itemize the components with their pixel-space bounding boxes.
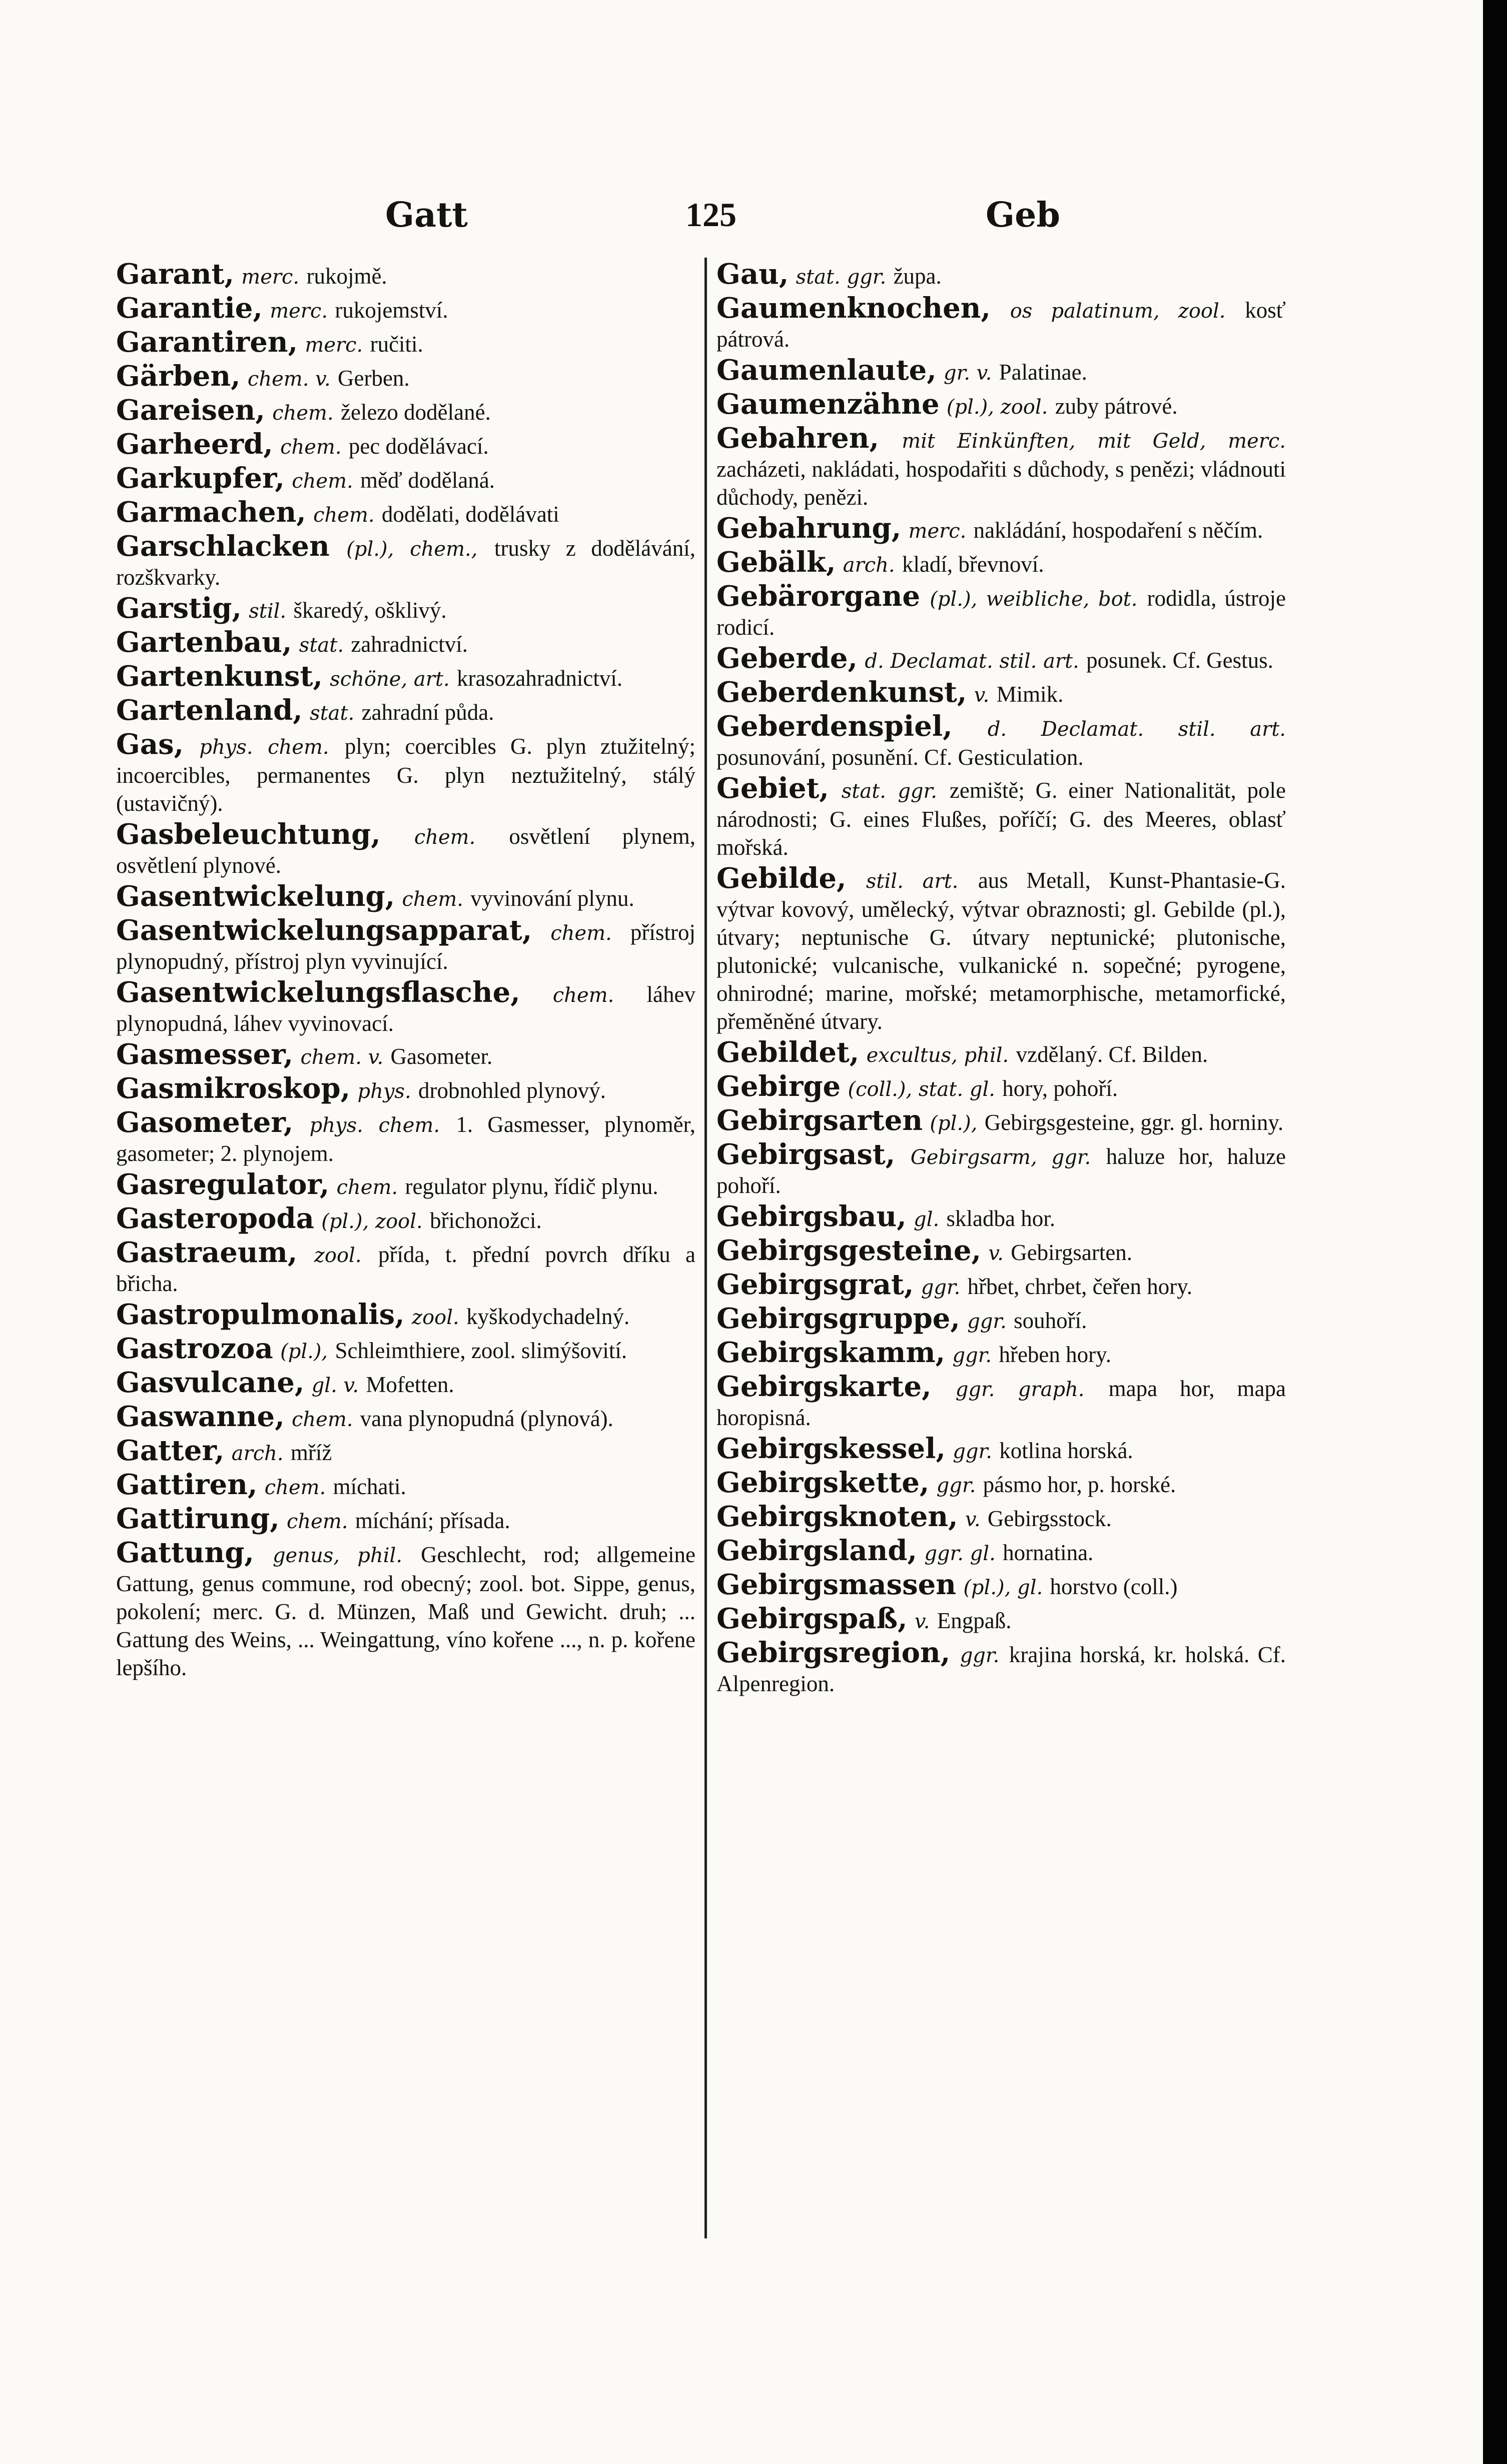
entry-grammar-note: os palatinum, zool. — [1010, 300, 1226, 323]
entry-definition: Engpaß. — [937, 1608, 1012, 1633]
entry-definition: mříž — [290, 1440, 332, 1465]
dictionary-entry — [116, 1366, 695, 1400]
dark-page-edge — [1483, 0, 1507, 2464]
entry-definition: mapa hor, mapa horopisná. — [716, 1376, 1286, 1430]
entry-definition: plyn; coercibles G. plyn ztužitelný; incoercibles, permanentes G. plyn neztužitelný, stálý (ustavičný). — [116, 734, 695, 816]
entry-grammar-note: ggr. — [953, 1440, 992, 1463]
dictionary-entry — [716, 864, 1286, 1035]
entry-headword: Gebiet, — [716, 772, 829, 805]
entry-grammar-note: zool. — [314, 1244, 362, 1267]
dictionary-entry — [716, 1106, 1286, 1137]
right-column — [716, 260, 1286, 2261]
entry-grammar-note: (pl.), zool. — [946, 396, 1048, 419]
entry-definition: škaredý, ošklivý. — [293, 598, 447, 623]
entry-definition: skladba hor. — [946, 1206, 1055, 1231]
dictionary-entry — [716, 582, 1286, 641]
dictionary-entry — [716, 390, 1286, 421]
entry-definition: vana plynopudná (plynová). — [360, 1406, 613, 1431]
dictionary-entry — [116, 328, 695, 359]
entry-grammar-note: ggr. gl. — [924, 1542, 996, 1565]
entry-definition: rukojmě. — [306, 264, 387, 289]
entry-definition: nakládání, hospodaření s něčím. — [973, 518, 1263, 543]
entry-grammar-note: arch. — [843, 554, 895, 577]
entry-grammar-note: ggr. — [967, 1310, 1007, 1333]
entry-headword: Gebirgsregion, — [716, 1636, 951, 1669]
entry-grammar-note: chem. — [264, 1476, 326, 1499]
entry-definition: měď dodělaná. — [360, 468, 495, 493]
entry-grammar-note: Gebirgsarm, ggr. — [910, 1146, 1091, 1169]
dictionary-entry — [116, 396, 695, 427]
dictionary-entry — [116, 498, 695, 529]
dictionary-entry — [716, 424, 1286, 511]
entry-grammar-note: chem. — [272, 402, 334, 425]
entry-grammar-note: (pl.), chem., — [346, 538, 478, 561]
entry-definition: posunování, posunění. Cf. Gesticulation. — [716, 745, 1084, 770]
dictionary-entry — [116, 362, 695, 393]
entry-grammar-note: ggr. — [921, 1276, 961, 1299]
entry-headword: Gasmikroskop, — [116, 1072, 351, 1105]
entry-definition: ručiti. — [370, 332, 423, 357]
entry-headword: Gasentwickelungsflasche, — [116, 976, 520, 1009]
entry-definition: krasozahradnictví. — [456, 666, 623, 691]
dictionary-entry — [116, 430, 695, 461]
entry-grammar-note: (pl.), — [930, 1112, 978, 1135]
entry-definition: železo dodělané. — [341, 400, 491, 425]
entry-definition: kladí, břevnoví. — [902, 552, 1044, 577]
entry-headword: Gasbeleuchtung, — [116, 818, 381, 851]
entry-headword: Geberde, — [716, 642, 858, 675]
entry-headword: Geberdenspiel, — [716, 710, 953, 743]
entry-headword: Gärben, — [116, 360, 241, 393]
entry-headword: Gebirgsland, — [716, 1534, 917, 1567]
entry-definition: hřbet, chrbet, čeřen hory. — [967, 1274, 1193, 1299]
entry-definition: hory, pohoří. — [1002, 1076, 1118, 1101]
dictionary-entry — [716, 1072, 1286, 1103]
entry-grammar-note: stat. — [299, 634, 344, 657]
entry-grammar-note: phys. — [357, 1080, 411, 1103]
entry-definition: rodidla, ústroje rodicí. — [716, 586, 1286, 640]
entry-definition: hřeben hory. — [999, 1342, 1111, 1367]
dictionary-entry — [116, 916, 695, 975]
entry-grammar-note: merc. — [241, 266, 300, 289]
entry-headword: Gas, — [116, 728, 184, 761]
entry-definition: kosť pátrová. — [716, 298, 1286, 352]
entry-grammar-note: zool. — [412, 1306, 459, 1329]
entry-headword: Gastropulmonalis, — [116, 1298, 405, 1331]
dictionary-entry — [716, 260, 1286, 291]
dictionary-entry — [116, 730, 695, 817]
entry-definition: Mimik. — [996, 682, 1064, 707]
entry-headword: Gebahren, — [716, 422, 879, 455]
entry-definition: Gebirgsgesteine, ggr. gl. horniny. — [984, 1110, 1284, 1135]
dictionary-entry — [116, 1040, 695, 1071]
entry-definition: Gerben. — [338, 366, 410, 391]
entry-headword: Gebirgsgesteine, — [716, 1234, 981, 1267]
dictionary-entry — [716, 1202, 1286, 1234]
entry-definition: zahradní půda. — [361, 700, 494, 725]
entry-headword: Gasmesser, — [116, 1038, 294, 1071]
entry-headword: Gastraeum, — [116, 1236, 298, 1269]
entry-headword: Garmachen, — [116, 496, 306, 529]
entry-headword: Gastrozoa — [116, 1332, 273, 1365]
dictionary-entry — [716, 1432, 1286, 1466]
entry-headword: Gasentwickelungsapparat, — [116, 914, 532, 947]
dictionary-entry — [716, 1234, 1286, 1268]
entry-headword: Gebirgsarten — [716, 1104, 923, 1137]
entry-definition: pec dodělávací. — [348, 434, 489, 459]
dictionary-entry — [116, 1204, 695, 1236]
dictionary-entry — [116, 1536, 695, 1682]
entry-grammar-note: chem. — [292, 470, 353, 493]
entry-grammar-note: stat. ggr. — [796, 266, 887, 289]
header-left-guide-word: Gatt — [385, 195, 468, 235]
dictionary-entry — [716, 1370, 1286, 1432]
dictionary-entry — [116, 594, 695, 625]
entry-grammar-note: schöne, art. — [330, 668, 450, 691]
entry-headword: Gasometer, — [116, 1106, 294, 1139]
entry-grammar-note: gr. v. — [944, 362, 992, 385]
entry-headword: Gebirgskarte, — [716, 1370, 932, 1403]
entry-grammar-note: mit Einkünften, mit Geld, merc. — [902, 430, 1286, 453]
entry-definition: haluze hor, haluze pohoří. — [716, 1144, 1286, 1198]
entry-headword: Gasentwickelung, — [116, 880, 395, 913]
entry-definition: Geschlecht, rod; allgemeine Gattung, genus commune, rod obecný; zool. bot. Sippe, genus, pokolení; merc. G. d. Münzen, Maß und Gewicht. druh; ... Gattung des Weins, ... Weingattung, víno kořene ..., n. p. kořene lepšího. — [116, 1542, 695, 1680]
entry-headword: Gebildet, — [716, 1036, 860, 1069]
entry-definition: hornatina. — [1003, 1540, 1094, 1565]
entry-definition: zemiště; G. einer Nationalität, pole národnosti; G. eines Flußes, poříčí; G. des Meeres, oblasť mořská. — [716, 778, 1286, 860]
entry-headword: Gaumenlaute, — [716, 354, 937, 387]
dictionary-entry — [716, 1636, 1286, 1698]
entry-grammar-note: chem. — [550, 922, 612, 945]
header-right-guide-word: Geb — [986, 195, 1060, 235]
running-header — [0, 195, 1507, 250]
dictionary-entry — [116, 294, 695, 325]
entry-grammar-note: (pl.), gl. — [963, 1576, 1043, 1599]
entry-grammar-note: chem. — [552, 984, 614, 1007]
entry-grammar-note: (pl.), — [280, 1340, 328, 1363]
dictionary-entry — [116, 1170, 695, 1201]
entry-grammar-note: v. — [974, 684, 990, 707]
entry-grammar-note: chem. — [280, 436, 342, 459]
dictionary-entry — [116, 1434, 695, 1468]
entry-definition: rukojemství. — [335, 298, 448, 323]
entry-definition: Gebirgsstock. — [987, 1506, 1112, 1531]
entry-grammar-note: chem. — [414, 826, 476, 849]
entry-headword: Gebälk, — [716, 546, 836, 579]
entry-headword: Garant, — [116, 260, 234, 291]
entry-headword: Geberdenkunst, — [716, 676, 967, 709]
dictionary-entry — [716, 1140, 1286, 1199]
entry-definition: vzdělaný. Cf. Bilden. — [1016, 1042, 1208, 1067]
entry-definition: přída, t. přední povrch dříku a břicha. — [116, 1242, 695, 1296]
entry-definition: posunek. Cf. Gestus. — [1086, 648, 1273, 673]
dictionary-entry — [116, 1108, 695, 1167]
dictionary-entry — [116, 882, 695, 913]
entry-definition: 1. Gasmesser, plynoměr, gasometer; 2. plynojem. — [116, 1112, 695, 1166]
dictionary-entry — [116, 628, 695, 659]
dictionary-entry — [716, 1038, 1286, 1069]
entry-definition: míchati. — [333, 1474, 406, 1499]
entry-grammar-note: v. — [965, 1508, 981, 1531]
dictionary-entry — [716, 774, 1286, 861]
entry-grammar-note: ggr. — [952, 1344, 992, 1367]
dictionary-entry — [716, 1336, 1286, 1370]
entry-headword: Gebirgsgrat, — [716, 1268, 914, 1301]
entry-grammar-note: d. Declamat. stil. art. — [987, 718, 1286, 741]
entry-grammar-note: v. — [988, 1242, 1004, 1265]
dictionary-entry — [716, 1302, 1286, 1336]
entry-headword: Garantie, — [116, 292, 263, 325]
dictionary-entry — [716, 644, 1286, 675]
entry-definition: krajina horská, kr. holská. Cf. Alpenregion. — [716, 1642, 1286, 1696]
entry-headword: Gebirgskamm, — [716, 1336, 946, 1369]
entry-headword: Gatter, — [116, 1434, 225, 1467]
entry-grammar-note: (pl.), zool. — [321, 1210, 423, 1233]
entry-definition: drobnohled plynový. — [418, 1078, 606, 1103]
entry-grammar-note: arch. — [231, 1442, 284, 1465]
entry-headword: Gebirgspaß, — [716, 1602, 908, 1635]
entry-grammar-note: chem. v. — [247, 368, 331, 391]
dictionary-entry — [716, 678, 1286, 709]
entry-definition: pásmo hor, p. horské. — [983, 1472, 1176, 1497]
entry-headword: Gaswanne, — [116, 1400, 285, 1433]
entry-headword: Gartenland, — [116, 694, 303, 727]
entry-headword: Gasvulcane, — [116, 1366, 305, 1399]
entry-grammar-note: (coll.), stat. gl. — [848, 1078, 995, 1101]
left-column — [116, 260, 695, 2261]
entry-definition: zahradnictví. — [351, 632, 468, 657]
entry-headword: Gau, — [716, 260, 789, 291]
dictionary-entry — [716, 1568, 1286, 1602]
entry-grammar-note: stat. ggr. — [841, 780, 937, 803]
entry-definition: kotlina horská. — [999, 1438, 1133, 1463]
entry-grammar-note: chem. — [402, 888, 464, 911]
entry-definition: Gasometer. — [390, 1044, 493, 1069]
entry-grammar-note: chem. — [313, 504, 375, 527]
entry-grammar-note: gl. v. — [311, 1374, 359, 1397]
dictionary-entry — [116, 662, 695, 693]
entry-grammar-note: chem. — [292, 1408, 353, 1431]
entry-headword: Gebirgsbau, — [716, 1200, 907, 1233]
entry-grammar-note: gl. — [914, 1208, 940, 1231]
entry-definition: župa. — [893, 264, 942, 289]
entry-definition: Schleimthiere, zool. slimýšovití. — [335, 1338, 627, 1363]
entry-headword: Gebirgskette, — [716, 1466, 930, 1499]
dictionary-entry — [116, 1298, 695, 1332]
entry-grammar-note: stil. — [249, 600, 287, 623]
column-divider — [704, 258, 707, 2238]
entry-grammar-note: d. Declamat. stil. art. — [865, 650, 1079, 673]
entry-definition: souhoří. — [1014, 1308, 1087, 1333]
entry-headword: Gebirgskessel, — [716, 1432, 946, 1465]
entry-headword: Gaumenzähne — [716, 388, 940, 421]
entry-headword: Gasregulator, — [116, 1168, 330, 1201]
entry-definition: dodělati, dodělávati — [381, 502, 559, 527]
dictionary-entry — [116, 260, 695, 291]
dictionary-entry — [116, 1236, 695, 1298]
entry-definition: zacházeti, nakládati, hospodařiti s důchody, s penězi; vládnouti důchody, penězi. — [716, 457, 1286, 510]
entry-headword: Gebärorgane — [716, 580, 921, 613]
dictionary-entry — [716, 1534, 1286, 1568]
entry-headword: Gareisen, — [116, 394, 265, 427]
entry-headword: Gebirgsmassen — [716, 1568, 957, 1601]
entry-headword: Gattiren, — [116, 1468, 258, 1501]
entry-headword: Gebilde, — [716, 862, 847, 895]
entry-definition: horstvo (coll.) — [1050, 1574, 1178, 1599]
entry-headword: Gasteropoda — [116, 1202, 314, 1235]
entry-definition: láhev plynopudná, láhev vyvinovací. — [116, 982, 695, 1036]
entry-definition: Palatinae. — [999, 360, 1087, 385]
entry-definition: trusky z dodělávání, rozškvarky. — [116, 536, 695, 590]
dictionary-entry — [116, 1502, 695, 1536]
entry-grammar-note: chem. — [287, 1510, 348, 1533]
entry-definition: vyvinování plynu. — [470, 886, 634, 911]
entry-grammar-note: phys. chem. — [309, 1114, 440, 1137]
dictionary-entry — [116, 978, 695, 1037]
entry-grammar-note: chem. v. — [300, 1046, 384, 1069]
entry-grammar-note: stat. — [310, 702, 355, 725]
dictionary-entry — [716, 712, 1286, 771]
entry-headword: Gebirgsknoten, — [716, 1500, 958, 1533]
entry-grammar-note: phys. chem. — [199, 736, 329, 759]
dictionary-entry — [116, 820, 695, 879]
page-number: 125 — [685, 196, 736, 234]
entry-definition: přístroj plynopudný, přístroj plyn vyvinující. — [116, 920, 695, 974]
entry-definition: břichonožci. — [430, 1208, 542, 1233]
entry-grammar-note: v. — [914, 1610, 930, 1633]
entry-headword: Garantiren, — [116, 326, 298, 359]
entry-headword: Gaumenknochen, — [716, 292, 991, 325]
dictionary-entry — [116, 1400, 695, 1434]
entry-headword: Gattirung, — [116, 1502, 280, 1535]
entry-headword: Gebirgsgruppe, — [716, 1302, 960, 1335]
entry-definition: Gebirgsarten. — [1011, 1240, 1133, 1265]
entry-definition: zuby pátrové. — [1055, 394, 1178, 419]
entry-definition: kyškodychadelný. — [466, 1304, 630, 1329]
dictionary-entry — [116, 464, 695, 495]
entry-grammar-note: (pl.), weibliche, bot. — [930, 588, 1138, 611]
entry-definition: Mofetten. — [366, 1372, 454, 1397]
entry-definition: osvětlení plynem, osvětlení plynové. — [116, 824, 695, 878]
dictionary-entry — [116, 1332, 695, 1366]
entry-headword: Gattung, — [116, 1536, 254, 1569]
dictionary-entry — [116, 532, 695, 591]
entry-headword: Garschlacken — [116, 530, 330, 563]
dictionary-entry — [116, 1074, 695, 1105]
dictionary-entry — [716, 356, 1286, 387]
entry-headword: Gebirgsast, — [716, 1138, 896, 1171]
dictionary-entry — [116, 1468, 695, 1502]
entry-headword: Gartenkunst, — [116, 660, 323, 693]
entry-headword: Gebirge — [716, 1070, 841, 1103]
dictionary-entry — [716, 294, 1286, 353]
dictionary-entry — [116, 696, 695, 727]
entry-definition: aus Metall, Kunst-Phantasie-G. výtvar kovový, umělecký, výtvar obraznosti; gl. Gebilde (pl.), útvary; neptunische G. útvary neptunické; plutonische, plutonické; vulcanische, vulkanické n. sopečné; pyrogene, ohnirodné; marine, mořské; metamorphische, metamorfické, přeměněné útvary. — [716, 868, 1286, 1034]
entry-definition: míchání; přísada. — [355, 1508, 510, 1533]
entry-headword: Garheerd, — [116, 428, 273, 461]
entry-grammar-note: stil. art. — [866, 870, 959, 893]
entry-grammar-note: merc. — [305, 334, 363, 357]
entry-grammar-note: ggr. — [936, 1474, 976, 1497]
dictionary-entry — [716, 1602, 1286, 1636]
entry-grammar-note: ggr. graph. — [955, 1378, 1085, 1401]
entry-headword: Gebahrung, — [716, 512, 902, 545]
entry-headword: Garstig, — [116, 592, 242, 625]
entry-headword: Garkupfer, — [116, 462, 285, 495]
entry-grammar-note: chem. — [336, 1176, 398, 1199]
entry-definition: regulator plynu, řídič plynu. — [405, 1174, 658, 1199]
dictionary-entry — [716, 514, 1286, 545]
entry-grammar-note: ggr. — [960, 1644, 1000, 1667]
entry-grammar-note: excultus, phil. — [866, 1044, 1009, 1067]
entry-grammar-note: genus, phil. — [272, 1544, 403, 1567]
dictionary-entry — [716, 1268, 1286, 1302]
entry-grammar-note: merc. — [270, 300, 328, 323]
entry-headword: Gartenbau, — [116, 626, 292, 659]
dictionary-entry — [716, 1500, 1286, 1534]
dictionary-entry — [716, 1466, 1286, 1500]
dictionary-entry — [716, 548, 1286, 579]
entry-grammar-note: merc. — [908, 520, 967, 543]
